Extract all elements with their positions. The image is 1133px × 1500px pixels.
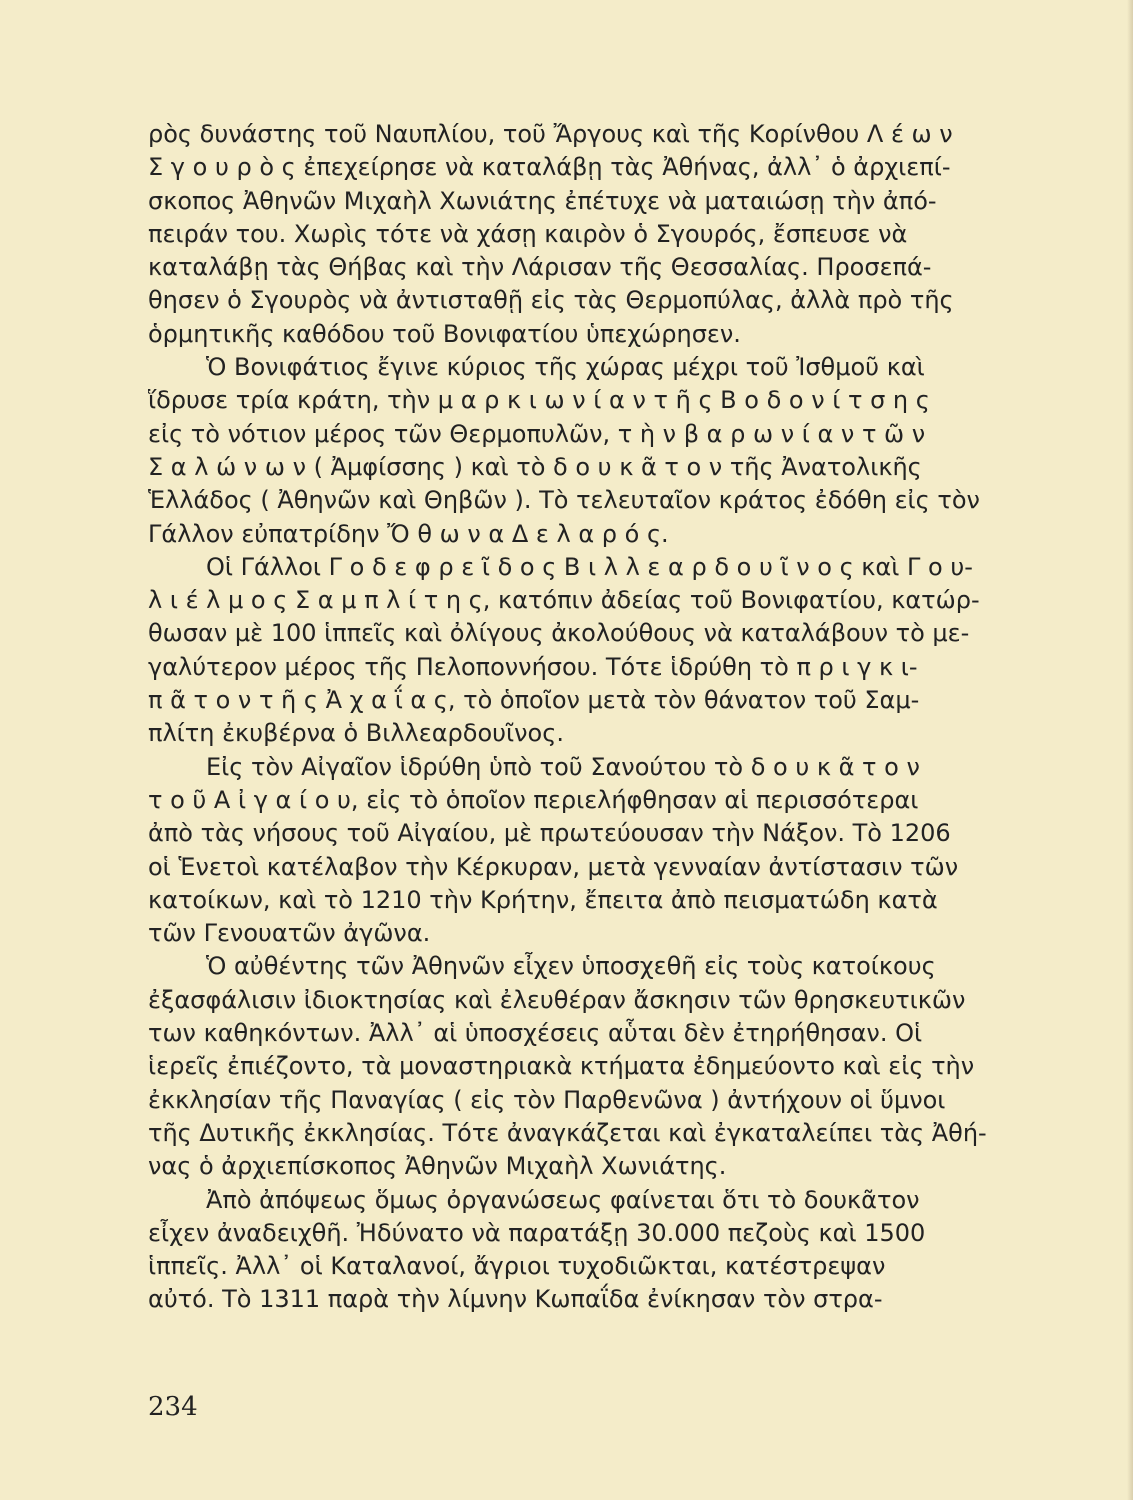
text-line: θησεν ὁ Σγουρὸς νὰ ἀντισταθῇ εἰς τὰς Θερμοπύλας, ἀλλὰ πρὸ τῆς	[148, 286, 954, 315]
text-line: των καθηκόντων. Ἀλλ᾽ αἱ ὑποσχέσεις αὗται δὲν ἐτηρήθησαν. Οἱ	[148, 1019, 923, 1048]
text-line: τῶν Γενουατῶν ἀγῶνα.	[148, 919, 431, 948]
text-line: ἀπὸ τὰς νήσους τοῦ Αἰγαίου, μὲ πρωτεύουσαν τὴν Νάξον. Τὸ 1206	[148, 819, 951, 848]
text-line: Οἱ Γάλλοι Γ ο δ ε φ ρ ε ῖ δ ο ς Β ι λ λ ε α ρ δ ο υ ῖ ν ο ς καὶ Γ ο υ-	[206, 552, 973, 581]
page-number: 234	[148, 1392, 198, 1422]
text-line: πειράν του. Χωρὶς τότε νὰ χάσῃ καιρὸν ὁ Σγουρός, ἔσπευσε νὰ	[148, 219, 908, 248]
page-edge	[1127, 0, 1133, 1500]
text-line: καταλάβῃ τὰς Θήβας καὶ τὴν Λάρισαν τῆς Θεσσαλίας. Προσεπά-	[148, 253, 932, 282]
text-line: Ἑλλάδος ( Ἀθηνῶν καὶ Θηβῶν ). Τὸ τελευταῖον κράτος ἐδόθη εἰς τὸν	[148, 486, 980, 515]
text-line: Ὁ Βονιφάτιος ἔγινε κύριος τῆς χώρας μέχρι τοῦ Ἰσθμοῦ καὶ	[206, 353, 925, 382]
text-line: εἶχεν ἀναδειχθῆ. Ἠδύνατο νὰ παρατάξῃ 30.000 πεζοὺς καὶ 1500	[148, 1218, 926, 1247]
body-text	[148, 118, 996, 1317]
text-line: Γάλλον εὐπατρίδην Ὄ θ ω ν α Δ ε λ α ρ ό ς.	[148, 519, 669, 548]
text-line: π ᾶ τ ο ν τ ῆ ς Ἀ χ α ΐ α ς, τὸ ὁποῖον μετὰ τὸν θάνατον τοῦ Σαμ-	[148, 686, 920, 715]
text-line: ἐκκλησίαν τῆς Παναγίας ( εἰς τὸν Παρθενῶνα ) ἀντήχουν οἱ ὕμνοι	[148, 1085, 946, 1114]
text-line: ἐξασφάλισιν ἰδιοκτησίας καὶ ἐλευθέραν ἄσκησιν τῶν θρησκευτικῶν	[148, 985, 966, 1014]
text-line: θωσαν μὲ 100 ἱππεῖς καὶ ὀλίγους ἀκολούθους νὰ καταλάβουν τὸ με-	[148, 619, 970, 648]
text-line: αὐτό. Τὸ 1311 παρὰ τὴν λίμνην Κωπαΐδα ἐνίκησαν τὸν στρα-	[148, 1285, 883, 1314]
text-line: ρὸς δυνάστης τοῦ Ναυπλίου, τοῦ Ἄργους καὶ τῆς Κορίνθου Λ έ ω ν	[148, 120, 953, 148]
text-line: ἱερεῖς ἐπιέζοντο, τὰ μοναστηριακὰ κτήματα ἐδημεύοντο καὶ εἰς τὴν	[148, 1052, 975, 1081]
text-line: πλίτη ἐκυβέρνα ὁ Βιλλεαρδουῖνος.	[148, 719, 564, 748]
text-line: λ ι έ λ μ ο ς Σ α μ π λ ί τ η ς, κατόπιν ἀδείας τοῦ Βονιφατίου, κατώρ-	[148, 586, 980, 615]
text-line: γαλύτερον μέρος τῆς Πελοποννήσου. Τότε ἱδρύθη τὸ π ρ ι γ κ ι-	[148, 652, 918, 681]
text-line: ἱππεῖς. Ἀλλ᾽ οἱ Καταλανοί, ἄγριοι τυχοδιῶκται, κατέστρεψαν	[148, 1252, 886, 1281]
text-line: Ἀπὸ ἀπόψεως ὅμως ὀργανώσεως φαίνεται ὅτι τὸ δουκᾶτον	[206, 1185, 920, 1214]
text-line: Ὁ αὐθέντης τῶν Ἀθηνῶν εἶχεν ὑποσχεθῆ εἰς τοὺς κατοίκους	[206, 952, 936, 981]
text-line: κατοίκων, καὶ τὸ 1210 τὴν Κρήτην, ἔπειτα ἀπὸ πεισματώδη κατὰ	[148, 885, 938, 914]
text-line: ἵδρυσε τρία κράτη, τὴν μ α ρ κ ι ω ν ί α ν τ ῆ ς Β ο δ ο ν ί τ σ η ς	[148, 386, 930, 415]
text-line: ὁρμητικῆς καθόδου τοῦ Βονιφατίου ὑπεχώρησεν.	[148, 319, 741, 348]
text-line: οἱ Ἑνετοὶ κατέλαβον τὴν Κέρκυραν, μετὰ γενναίαν ἀντίστασιν τῶν	[148, 852, 959, 881]
text-line: Σ α λ ώ ν ω ν ( Ἀμφίσσης ) καὶ τὸ δ ο υ κ ᾶ τ ο ν τῆς Ἀνατολικῆς	[148, 452, 922, 481]
text-line: σκοπος Ἀθηνῶν Μιχαὴλ Χωνιάτης ἐπέτυχε νὰ ματαιώσῃ τὴν ἀπό-	[148, 186, 937, 215]
text-line: Εἰς τὸν Αἰγαῖον ἱδρύθη ὑπὸ τοῦ Σανούτου τὸ δ ο υ κ ᾶ τ ο ν	[206, 752, 920, 781]
text-line: Σ γ ο υ ρ ὸ ς ἐπεχείρησε νὰ καταλάβῃ τὰς Ἀθήνας, ἀλλ᾽ ὁ ἀρχιεπί-	[148, 153, 951, 182]
text-line: τ ο ῦ Α ἰ γ α ί ο υ, εἰς τὸ ὁποῖον περιελήφθησαν αἱ περισσότεραι	[148, 785, 919, 814]
text-line: νας ὁ ἀρχιεπίσκοπος Ἀθηνῶν Μιχαὴλ Χωνιάτης.	[148, 1152, 727, 1181]
text-line: εἰς τὸ νότιον μέρος τῶν Θερμοπυλῶν, τ ὴ ν β α ρ ω ν ί α ν τ ῶ ν	[148, 419, 926, 448]
text-line: τῆς Δυτικῆς ἐκκλησίας. Τότε ἀναγκάζεται καὶ ἐγκαταλείπει τὰς Ἀθή-	[148, 1118, 987, 1147]
